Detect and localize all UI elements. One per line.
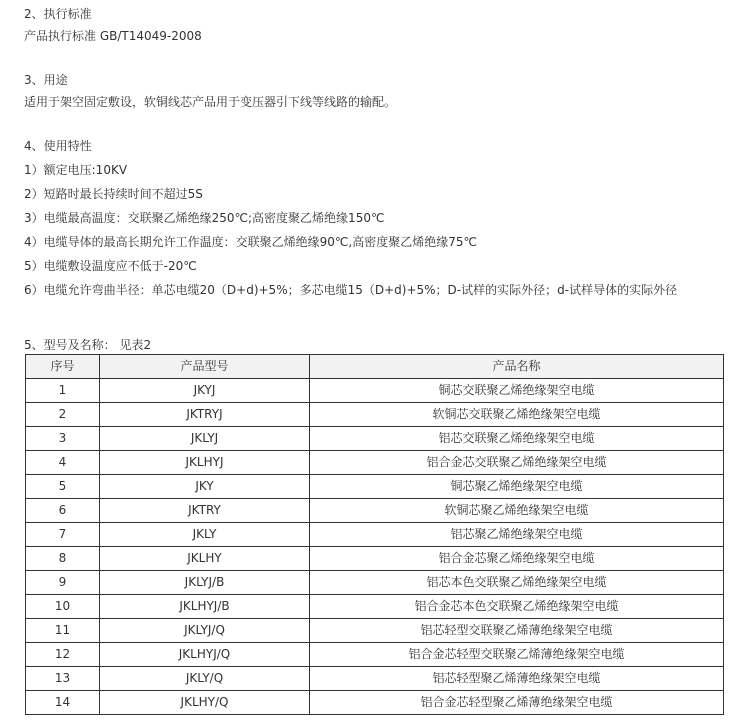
cell-model: JKLYJ/B (100, 571, 310, 595)
cell-model: JKLY (100, 523, 310, 547)
cell-index: 1 (26, 379, 100, 403)
cell-product-name: 铜芯交联聚乙烯绝缘架空电缆 (310, 379, 724, 403)
header-index: 序号 (26, 355, 100, 379)
feature-item: 5）电缆敷设温度应不低于-20℃ (24, 259, 197, 273)
table-row (26, 595, 724, 619)
cell-index: 9 (26, 571, 100, 595)
cell-model: JKLHY/Q (100, 691, 310, 715)
cell-model: JKLHYJ/Q (100, 643, 310, 667)
table-row (26, 451, 724, 475)
table-row (26, 427, 724, 451)
standard-heading: 2、执行标准 (24, 7, 92, 21)
cell-product-name: 铝芯交联聚乙烯绝缘架空电缆 (310, 427, 724, 451)
cell-index: 12 (26, 643, 100, 667)
cell-product-name: 软铜芯交联聚乙烯绝缘架空电缆 (310, 403, 724, 427)
cell-model: JKY (100, 475, 310, 499)
cell-model: JKLYJ (100, 427, 310, 451)
models-heading: 5、型号及名称： 见表2 (24, 338, 152, 352)
table-row (26, 643, 724, 667)
cell-product-name: 铝合金芯聚乙烯绝缘架空电缆 (310, 547, 724, 571)
table-row (26, 571, 724, 595)
cell-product-name: 铜芯聚乙烯绝缘架空电缆 (310, 475, 724, 499)
cell-index: 4 (26, 451, 100, 475)
cell-index: 7 (26, 523, 100, 547)
table-row (26, 475, 724, 499)
cell-index: 14 (26, 691, 100, 715)
cell-index: 13 (26, 667, 100, 691)
model-table (25, 354, 724, 715)
table-row (26, 499, 724, 523)
table-row (26, 547, 724, 571)
cell-product-name: 铝合金芯交联聚乙烯绝缘架空电缆 (310, 451, 724, 475)
feature-item: 2）短路时最长持续时间不超过5S (24, 187, 203, 201)
cell-index: 8 (26, 547, 100, 571)
cell-product-name: 铝合金芯轻型交联聚乙烯薄绝缘架空电缆 (310, 643, 724, 667)
usage-text: 适用于架空固定敷设，软铜线芯产品用于变压器引下线等线路的输配。 (24, 95, 397, 109)
feature-item: 1）额定电压:10KV (24, 163, 128, 177)
feature-item: 4）电缆导体的最高长期允许工作温度：交联聚乙烯绝缘90℃,高密度聚乙烯绝缘75℃ (24, 235, 477, 249)
table-row (26, 379, 724, 403)
cell-model: JKLHY (100, 547, 310, 571)
table-row (26, 691, 724, 715)
cell-product-name: 铝芯聚乙烯绝缘架空电缆 (310, 523, 724, 547)
cell-model: JKTRY (100, 499, 310, 523)
cell-index: 10 (26, 595, 100, 619)
table-row (26, 403, 724, 427)
cell-model: JKYJ (100, 379, 310, 403)
cell-product-name: 铝芯轻型聚乙烯薄绝缘架空电缆 (310, 667, 724, 691)
cell-product-name: 铝合金芯轻型聚乙烯薄绝缘架空电缆 (310, 691, 724, 715)
table-row (26, 667, 724, 691)
cell-index: 3 (26, 427, 100, 451)
table-row (26, 523, 724, 547)
feature-item: 6）电缆允许弯曲半径：单芯电缆20（D+d)+5%；多芯电缆15（D+d)+5%；D-试样的实际外径；d-试样导体的实际外径 (24, 283, 678, 297)
features-heading: 4、使用特性 (24, 139, 92, 153)
cell-product-name: 铝合金芯本色交联聚乙烯绝缘架空电缆 (310, 595, 724, 619)
cell-product-name: 软铜芯聚乙烯绝缘架空电缆 (310, 499, 724, 523)
cell-index: 5 (26, 475, 100, 499)
usage-heading: 3、用途 (24, 73, 68, 87)
cell-index: 6 (26, 499, 100, 523)
cell-model: JKTRYJ (100, 403, 310, 427)
table-header-row (26, 355, 724, 379)
feature-item: 3）电缆最高温度：交联聚乙烯绝缘250℃;高密度聚乙烯绝缘150℃ (24, 211, 385, 225)
cell-model: JKLYJ/Q (100, 619, 310, 643)
cell-product-name: 铝芯轻型交联聚乙烯薄绝缘架空电缆 (310, 619, 724, 643)
cell-product-name: 铝芯本色交联聚乙烯绝缘架空电缆 (310, 571, 724, 595)
header-model: 产品型号 (100, 355, 310, 379)
cell-model: JKLY/Q (100, 667, 310, 691)
cell-index: 11 (26, 619, 100, 643)
table-row (26, 619, 724, 643)
cell-model: JKLHYJ (100, 451, 310, 475)
cell-model: JKLHYJ/B (100, 595, 310, 619)
header-product-name: 产品名称 (310, 355, 724, 379)
cell-index: 2 (26, 403, 100, 427)
standard-text: 产品执行标准 GB/T14049-2008 (24, 29, 202, 43)
